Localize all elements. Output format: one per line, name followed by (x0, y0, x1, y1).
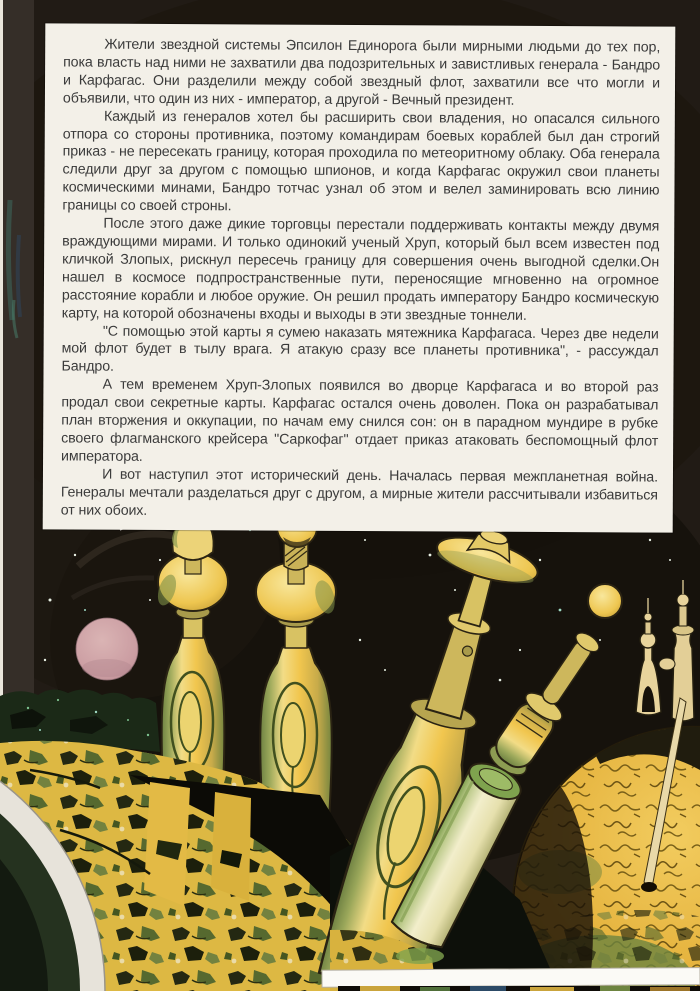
story-paragraph: И вот наступил этот исторический день. Началась первая межпланетная война. Генералы мечтали разделаться друг с другом, а мирные жители рассчитывали избавиться от них обоих. (60, 466, 659, 519)
story-paragraph: После этого даже дикие торговцы перестали поддерживать контакты между двумя враждующими мирами. И только одинокий ученый Хруп, который был всем известен под кличкой Злопых, рискнул пересечь границу для совершения очень выгодной сделки.Он нашел в космосе подпространственные пути, переносящие мгновенно на огромное расстояние корабли и любое оружие. Он решил продать императору Бандро космическую карту, на которой обозначены входы и выходы в эти звездные тоннели. (61, 215, 660, 324)
pink-moon (76, 618, 138, 680)
next-panel-sliver (322, 968, 700, 991)
story-paragraph: А тем временем Хруп-Злопых появился во дворце Карфагаса и во второй раз продал свои секретные карты. Карфагас остался очень доволен. Пока он разрабатывал план вторжения и оккупации, по начам ему снился сон: он в парадном мундире в рубке своего флагманского крейсера "Саркофаг" отдает приказ атаковать беспомощный флот императора. (61, 376, 659, 465)
story-paragraph: Жители звездной системы Эпсилон Единорога были мирными людьми до тех пор, пока власть над ними не захватили два подозрительных и завистливых генерала - Бандро и Карфагас. Они разделили между собой звездный флот, захватили все что могли и объявили, что один из них - император, а другой - Вечный президент. (62, 36, 661, 109)
story-paragraph: "С помощью этой карты я сумею наказать мятежника Карфагаса. Через две недели мой флот будет в тылу врага. Я атакую сразу все планеты противника", - рассуждал Бандро. (61, 323, 659, 376)
story-paragraph: Каждый из генералов хотел бы расширить свои владения, но опасался сильного отпора со стороны противника, поэтому командирам боевых кораблей был дан строгий приказ - не пересекать границу, которая проходила по метеоритному облаку. Оба генерала следили друг за другом с помощью шпионов, и когда Карфагас окружил свои планеты космическими минами, Бандро тотчас узнал об этом и велел заминировать всю линию границы со своей строны. (62, 108, 660, 215)
story-text-panel (43, 23, 676, 533)
